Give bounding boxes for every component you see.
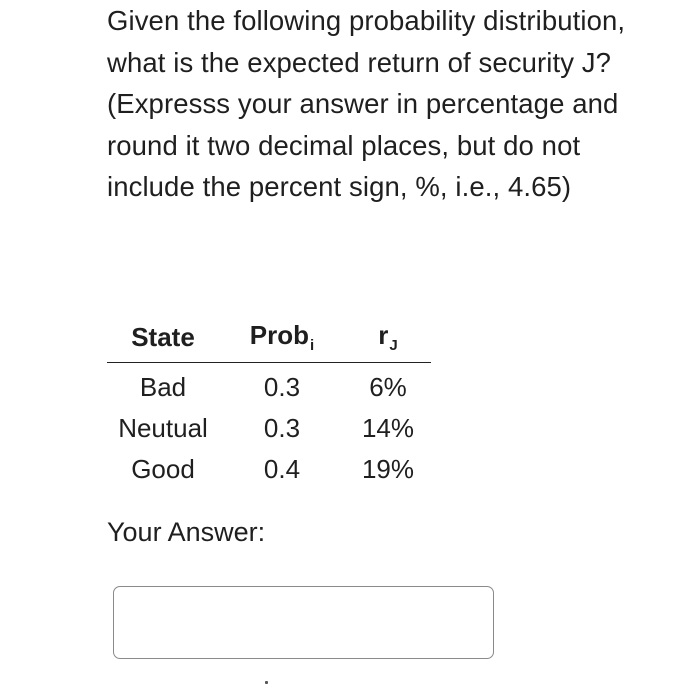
return-cell: 6% bbox=[369, 372, 407, 402]
return-cell: 19% bbox=[361, 454, 415, 484]
table-row bbox=[107, 449, 431, 490]
table-row bbox=[107, 363, 431, 409]
answer-label: Your Answer: bbox=[107, 517, 266, 547]
state-cell: Neutual bbox=[118, 413, 208, 443]
header-probability-label: Prob bbox=[249, 320, 310, 350]
table-row bbox=[107, 408, 431, 449]
probability-cell: 0.4 bbox=[263, 454, 301, 484]
header-return-subscript: J bbox=[389, 337, 398, 354]
state-cell: Bad bbox=[139, 372, 187, 402]
stray-mark bbox=[265, 681, 268, 684]
answer-input[interactable] bbox=[113, 586, 494, 659]
probability-cell: 0.3 bbox=[263, 413, 301, 443]
header-state: State bbox=[107, 312, 219, 363]
header-probability-subscript: i bbox=[310, 337, 315, 354]
header-probability bbox=[219, 312, 345, 363]
state-cell: Good bbox=[131, 454, 195, 484]
header-return bbox=[345, 312, 431, 363]
header-return-label: r bbox=[378, 320, 389, 350]
return-cell: 14% bbox=[361, 413, 415, 443]
probability-cell: 0.3 bbox=[263, 372, 301, 402]
question-text: Given the following probability distribution, what is the expected return of security J? (Expresss your answer in percentage and round it two decimal places, but do not include the percent sign, %, i.e., 4.65) bbox=[107, 5, 626, 202]
table-header-row bbox=[107, 312, 431, 363]
probability-distribution-table bbox=[107, 312, 431, 490]
